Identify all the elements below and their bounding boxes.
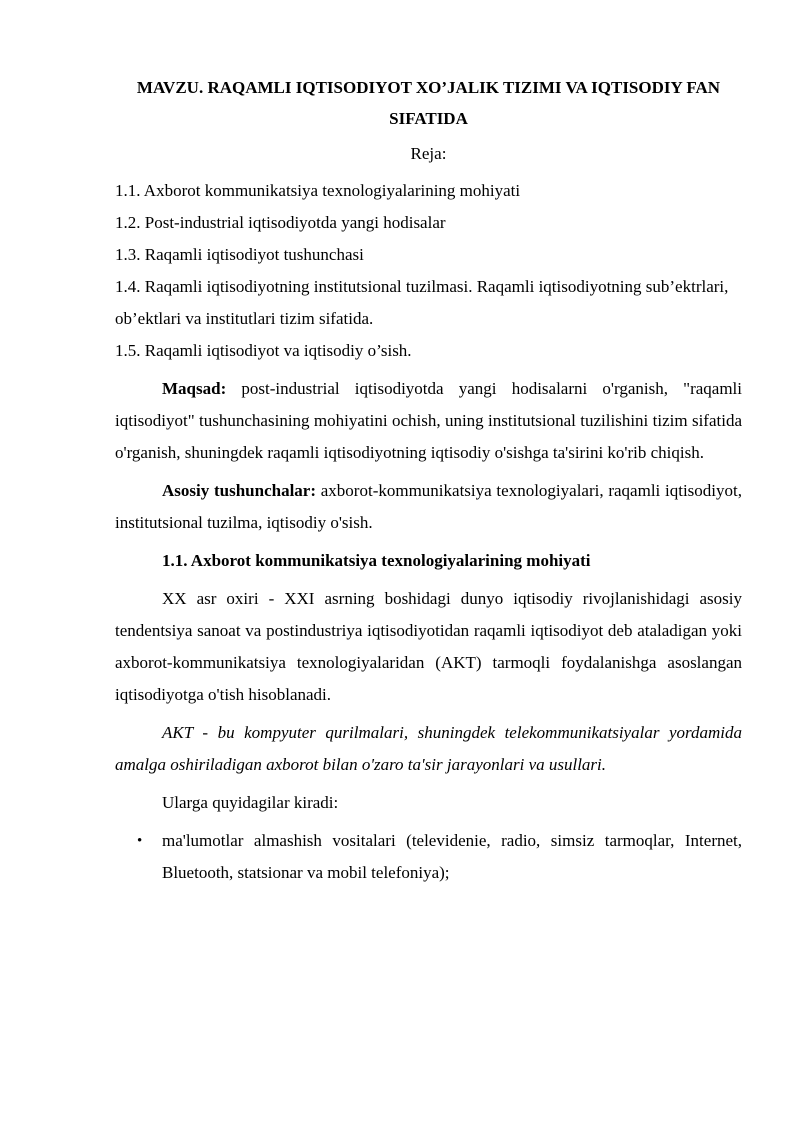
plan-list	[115, 175, 742, 367]
bullet-icon: •	[137, 833, 143, 849]
goal-paragraph	[115, 373, 742, 469]
intro-paragraph: XX asr oxiri - XXI asrning boshidagi dunyo iqtisodiy rivojlanishidagi asosiy tendentsiya sanoat va postindustriya iqtisodiyotidan raqamli iqtisodiyot deb ataladigan yoki axborot-kommunikatsiya texnologiyalaridan (AKT) tarmoqli foydalanishga asoslangan iqtisodiyotga o'tish hisoblanadi.	[115, 589, 742, 704]
bullet-list	[115, 825, 742, 889]
plan-item: 1.4. Raqamli iqtisodiyotning institutsional tuzilmasi. Raqamli iqtisodiyotning sub’ektrlari, ob’ektlari va institutlari tizim sifatida.	[115, 277, 729, 328]
plan-item: 1.5. Raqamli iqtisodiyot va iqtisodiy o’sish.	[115, 341, 412, 360]
document-page	[115, 72, 742, 889]
goal-text: post-industrial iqtisodiyotda yangi hodisalarni o'rganish, "raqamli iqtisodiyot" tushunchasining mohiyatini ochish, uning institutsional tuzilishini tizim sifatida o'rganish, shuningdek raqamli iqtisodiyotning iqtisodiy o'sishga ta'sirini ko'rib chiqish.	[115, 379, 742, 462]
goal-label: Maqsad:	[162, 379, 227, 398]
plan-heading: Reja:	[410, 144, 447, 163]
plan-item: 1.2. Post-industrial iqtisodiyotda yangi hodisalar	[115, 213, 446, 232]
section-heading: 1.1. Axborot kommunikatsiya texnologiyalarining mohiyati	[162, 551, 591, 570]
list-intro: Ularga quyidagilar kiradi:	[162, 793, 339, 812]
plan-item: 1.3. Raqamli iqtisodiyot tushunchasi	[115, 245, 364, 264]
concepts-text: axborot-kommunikatsiya texnologiyalari, raqamli iqtisodiyot, institutsional tuzilma, iqtisodiy o'sish.	[115, 481, 742, 532]
document-title: MAVZU. RAQAMLI IQTISODIYOT XO’JALIK TIZIMI VA IQTISODIY FAN SIFATIDA	[136, 78, 721, 128]
concepts-label: Asosiy tushunchalar:	[162, 481, 317, 500]
definition-paragraph: AKT - bu kompyuter qurilmalari, shuningdek telekommunikatsiyalar yordamida amalga oshiriladigan axborot bilan o'zaro ta'sir jarayonlari va usullari.	[115, 723, 742, 774]
concepts-paragraph	[115, 475, 742, 539]
plan-item: 1.1. Axborot kommunikatsiya texnologiyalarining mohiyati	[115, 181, 521, 200]
bullet-text: ma'lumotlar almashish vositalari (televidenie, radio, simsiz tarmoqlar, Internet, Bluetooth, statsionar va mobil telefoniya);	[162, 831, 742, 882]
bullet-item	[115, 825, 742, 889]
